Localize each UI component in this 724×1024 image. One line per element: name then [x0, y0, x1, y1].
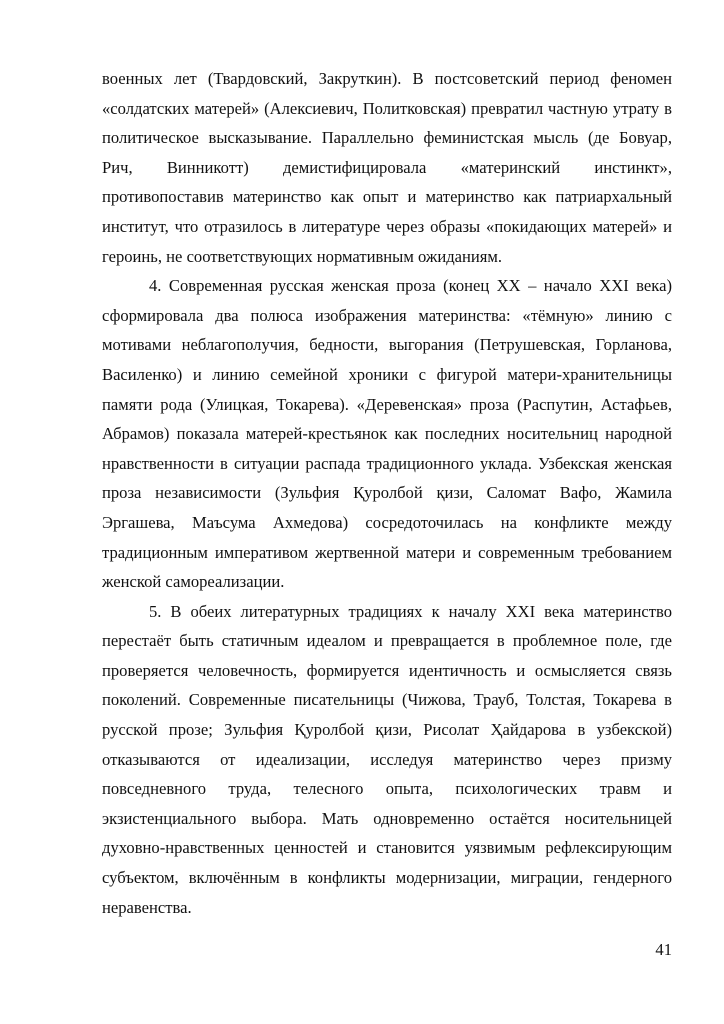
page-body — [102, 64, 672, 922]
paragraph-point-5: 5. В обеих литературных традициях к началу XXI века материнство перестаёт быть статичным идеалом и превращается в проблемное поле, где проверяется человечность, формируется идентичность и осмысляется связь поколений. Современные писательницы (Чижова, Трауб, Толстая, Токарева в русской прозе; Зульфия Қуролбой қизи, Рисолат Ҳайдарова в узбекской) отказываются от идеализации, исследуя материнство через призму повседневного труда, телесного опыта, психологических травм и экзистенциального выбора. Мать одновременно остаётся носительницей духовно-нравственных ценностей и становится уязвимым рефлексирующим субъектом, включённым в конфликты модернизации, миграции, гендерного неравенства. — [102, 601, 672, 917]
paragraph-point-4: 4. Современная русская женская проза (конец XX – начало XXI века) сформировала два полюса изображения материнства: «тёмную» линию с мотивами неблагополучия, бедности, выгорания (Петрушевская, Горланова, Василенко) и линию семейной хроники с фигурой матери-хранительницы памяти рода (Улицкая, Токарева). «Деревенская» проза (Распутин, Астафьев, Абрамов) показала матерей-крестьянок как последних носительниц народной нравственности в ситуации распада традиционного уклада. Узбекская женская проза независимости (Зульфия Қуролбой қизи, Саломат Вафо, Жамила Эргашева, Маъсума Ахмедова) сосредоточилась на конфликте между традиционным императивом жертвенной матери и современным требованием женской самореализации. — [102, 276, 672, 592]
paragraph-continuation: военных лет (Твардовский, Закруткин). В постсоветский период феномен «солдатских матерей» (Алексиевич, Политковская) превратил частную утрату в политическое высказывание. Параллельно феминистская мысль (де Бовуар, Рич, Винникотт) демистифицировала «материнский инстинкт», противопоставив материнство как опыт и материнство как патриархальный институт, что отразилось в литературе через образы «покидающих матерей» и героинь, не соответствующих нормативным ожиданиям. — [102, 69, 672, 266]
page-number: 41 — [655, 940, 672, 959]
